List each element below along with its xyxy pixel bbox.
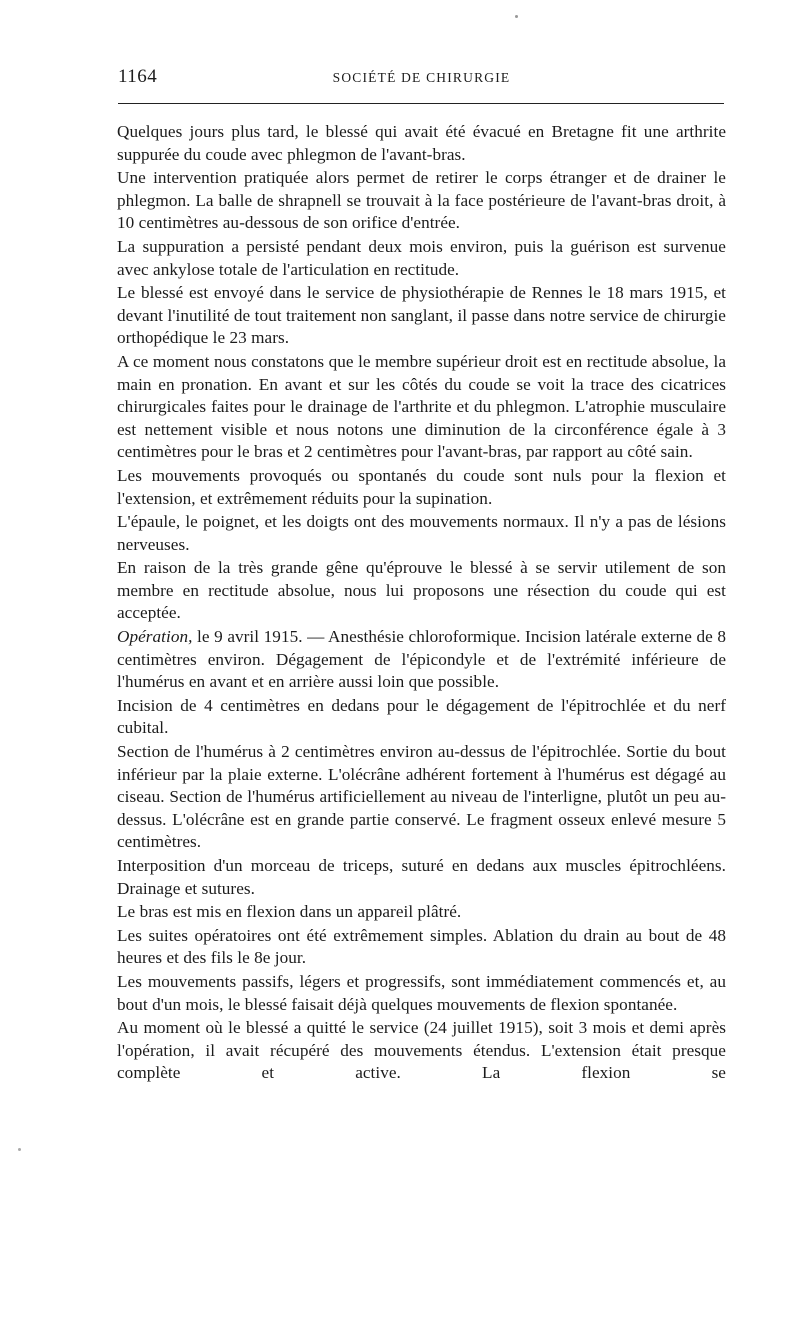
paragraph: La suppuration a persisté pendant deux mois environ, puis la guérison est survenue avec ankylose totale de l'articulation en rectitude. (117, 236, 726, 279)
paragraph: Le blessé est envoyé dans le service de physiothérapie de Rennes le 18 mars 1915, et devant l'inutilité de tout traitement non sanglant, il passe dans notre service de chirurgie orthopédique le 23 mars. (117, 283, 726, 348)
page-header (118, 64, 725, 88)
paragraph: L'épaule, le poignet, et les doigts ont des mouvements normaux. Il n'y a pas de lésions nerveuses. (117, 512, 726, 554)
print-speck (515, 15, 518, 18)
paragraph: Les mouvements provoqués ou spontanés du coude sont nuls pour la flexion et l'extension, et extrêmement réduits pour la supination. (117, 465, 726, 508)
paragraph: Les mouvements passifs, légers et progressifs, sont immédiatement commencés et, au bout d'un mois, le blessé faisait déjà quelques mouvements de flexion spontanée. (117, 971, 726, 1014)
operation-text: le 9 avril 1915. — Anesthésie chloroformique. Incision latérale externe de 8 centimètres environ. Dégagement de l'épicondyle et de l'extrémité inférieure de l'humérus en avant et en arrière aussi loin que possible. (117, 627, 726, 692)
header-rule (118, 103, 724, 104)
paragraph: Incision de 4 centimètres en dedans pour le dégagement de l'épitrochlée et du nerf cubital. (117, 695, 726, 738)
operation-lead: Opération, (117, 627, 193, 647)
running-head: SOCIÉTÉ DE CHIRURGIE (332, 70, 511, 85)
paragraph-continues: Au moment où le blessé a quitté le service (24 juillet 1915), soit 3 mois et demi après l'opération, il avait récupéré des mouvements étendus. L'extension était presque complète et active. La flexion se (117, 1018, 726, 1083)
paragraph: Une intervention pratiquée alors permet de retirer le corps étranger et de drainer le phlegmon. La balle de shrapnell se trouvait à la face postérieure de l'avant-bras droit, à 10 centimètres au-dessous de son orifice d'entrée. (117, 168, 726, 233)
print-speck (18, 1148, 21, 1151)
paragraph: En raison de la très grande gêne qu'éprouve le blessé à se servir utilement de son membre en rectitude absolue, nous lui proposons une résection du coude qui est acceptée. (117, 558, 726, 623)
paragraph: Interposition d'un morceau de triceps, suturé en dedans aux muscles épitrochléens. Drainage et sutures. (117, 856, 726, 898)
page-number: 1164 (118, 66, 158, 87)
body-text (117, 121, 726, 1086)
paragraph: A ce moment nous constatons que le membre supérieur droit est en rectitude absolue, la main en pronation. En avant et sur les côtés du coude se voit la trace des cicatrices chirurgicales faites pour le drainage de l'arthrite et du phlegmon. L'atrophie musculaire est nettement visible et nous notons une diminution de la circonférence égale à 3 centimètres pour le bras et 2 centimètres pour l'avant-bras, par rapport au côté sain. (117, 351, 726, 462)
paragraph: Quelques jours plus tard, le blessé qui avait été évacué en Bretagne fit une arthrite suppurée du coude avec phlegmon de l'avant-bras. (117, 122, 726, 164)
paragraph: Section de l'humérus à 2 centimètres environ au-dessus de l'épitrochlée. Sortie du bout inférieur par la plaie externe. L'olécrâne adhérent fortement à l'humérus est dégagé au ciseau. Section de l'humérus artificiellement au niveau de l'interligne, plutôt un peu au-dessus. L'olécrâne est en grande partie conservé. Le fragment osseux enlevé mesure 5 centimètres. (117, 742, 726, 852)
operation-paragraph (117, 626, 726, 694)
paragraph: Les suites opératoires ont été extrêmement simples. Ablation du drain au bout de 48 heures et des fils le 8e jour. (117, 925, 726, 968)
paragraph: Le bras est mis en flexion dans un appareil plâtré. (117, 902, 462, 922)
